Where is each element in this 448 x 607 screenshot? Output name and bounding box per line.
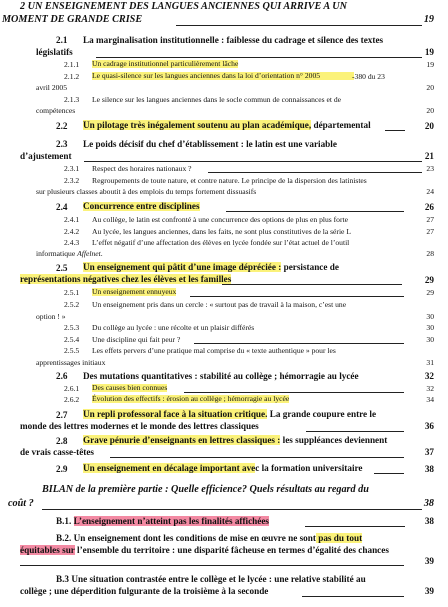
subsection-number: 2.5.1 xyxy=(64,288,80,297)
highlight: Un repli professoral face à la situation critique. xyxy=(83,409,268,419)
subsection-number: 2.4.3 xyxy=(64,238,80,247)
section-number: 2.4 xyxy=(56,202,68,212)
leader-line xyxy=(194,343,404,344)
subsection-title: Au collège, le latin est confronté à une concurrence des options de plus en plus forte xyxy=(92,215,348,224)
page-number: 27 xyxy=(426,227,434,236)
subsection-title: Un enseignement pris dans un cercle : « surtout pas de travail à la maison, c’est une xyxy=(92,300,347,309)
subsection-title: Un cadrage institutionnel particulièrement lâche xyxy=(92,59,239,68)
subsection-number: 2.1.1 xyxy=(64,60,80,69)
section-title xyxy=(83,263,339,272)
subsection-number: 2.4.2 xyxy=(64,227,80,236)
subsection-title-line2: compétences xyxy=(36,106,76,115)
highlight: Un pilotage très inégalement soutenu au plan académique, xyxy=(83,120,312,130)
page-number: 39 xyxy=(424,556,434,566)
section-number: B.1. xyxy=(56,516,72,526)
highlight: Un enseignement qui pâtit d’une image dépréciée : xyxy=(83,262,282,272)
highlight: Un enseignement en décalage important ave xyxy=(83,463,256,473)
subsection-title-line2 xyxy=(36,250,103,258)
leader-line xyxy=(110,457,404,458)
text-part-italic: Affelnet xyxy=(77,249,101,258)
subsection-number: 2.1.3 xyxy=(64,95,80,104)
leader-line xyxy=(84,161,422,162)
page-number: 34 xyxy=(426,395,434,404)
section-title-line2: législatifs xyxy=(36,47,73,57)
section-number: B.3 xyxy=(56,574,70,584)
section-title xyxy=(56,517,269,526)
page-number: 19 xyxy=(423,14,434,25)
subsection-title: Les effets pervers d’une pratique mal comprise du « texte authentique » pour les xyxy=(92,346,336,355)
section-number: 2.6 xyxy=(56,371,68,381)
page-number: 20 xyxy=(426,83,434,92)
page-number: 32 xyxy=(424,371,434,381)
page-number: 20 xyxy=(424,121,434,131)
leader-line xyxy=(20,565,404,566)
section-title xyxy=(83,436,387,445)
section-title-line2: monde des lettres modernes et le monde des lettres classiques xyxy=(20,421,259,431)
page-number: 19 xyxy=(424,47,434,57)
highlight: équitables sur xyxy=(20,545,75,555)
leader-line xyxy=(208,172,422,173)
page-number: 27 xyxy=(426,215,434,224)
leader-line xyxy=(222,284,402,285)
page-number: 29 xyxy=(424,275,434,285)
subsection-title: Une discipline qui fait peur ? xyxy=(92,335,181,344)
subsection-title: Au lycée, les langues anciennes, dans les faits, ne sont plus constitutives de la série L xyxy=(92,227,351,236)
page-number: 38 xyxy=(423,498,434,509)
leader-line xyxy=(385,130,405,131)
subsection-title: Des causes bien connues xyxy=(92,383,168,392)
page-number: 37 xyxy=(424,447,434,457)
page-number: 21 xyxy=(424,151,434,161)
subsection-title: Respect des horaires nationaux ? xyxy=(92,164,192,173)
section-title-rest: c la formation universitaire xyxy=(255,463,363,473)
section-title xyxy=(56,575,366,584)
page-number: 20 xyxy=(426,106,434,115)
highlight: pas du tout xyxy=(315,533,363,543)
page-number: 23 xyxy=(426,164,434,173)
subsection-title: Le quasi-silence sur les langues anciennes dans la loi d’orientation n° 2005 xyxy=(92,72,354,80)
section-title-line2: d’ajustement xyxy=(20,151,72,161)
leader-line xyxy=(176,25,422,26)
section-title-rest: les suppléances deviennent xyxy=(280,435,388,445)
page-number: 36 xyxy=(424,421,434,431)
subsection-title-line2: apprentissages initiaux xyxy=(36,358,106,367)
leader-line xyxy=(96,57,422,58)
section-title-part: Un enseignement dont les conditions de mise en œuvre ne sont xyxy=(71,533,316,543)
page-number: 19 xyxy=(426,60,434,69)
page-number: 38 xyxy=(424,464,434,474)
page-number: 29 xyxy=(426,288,434,297)
text-part: . xyxy=(100,249,103,258)
section-title: La marginalisation institutionnelle : faiblesse du cadrage et silence des textes xyxy=(83,35,384,45)
page-number: 24 xyxy=(426,187,434,196)
subsection-title-line2: option ! » xyxy=(36,312,66,321)
subsection-number: 2.6.1 xyxy=(64,384,80,393)
section-number: 2.2 xyxy=(56,121,68,131)
subsection-number: 2.6.2 xyxy=(64,395,80,404)
section-title xyxy=(56,534,362,543)
section-title-rest: départemental xyxy=(311,120,371,130)
subsection-title: Évolution des effectifs : érosion au collège ; hémorragie au lycée xyxy=(92,394,290,403)
section-title-line2 xyxy=(20,275,231,284)
section-number: 2.7 xyxy=(56,410,68,420)
part-title: 2 UN ENSEIGNEMENT DES LANGUES ANCIENNES QUI ARRIVE A UN xyxy=(20,1,347,12)
section-title-rest: persistance de xyxy=(281,262,339,272)
part-title-line2: MOMENT DE GRANDE CRISE xyxy=(2,14,143,25)
highlight: L’enseignement n’atteint pas les finalités affichées xyxy=(73,516,270,526)
section-title-line2: de vrais casse-têtes xyxy=(20,447,94,457)
section-title: Des mutations quantitatives : stabilité au collège ; hémorragie au lycée xyxy=(83,371,359,381)
page-number: 30 xyxy=(426,323,434,332)
section-title-rest: l’ensemble du territoire : une disparité fâcheuse en termes d’égalité des chances xyxy=(74,545,389,555)
section-number: 2.9 xyxy=(56,464,68,474)
leader-line xyxy=(374,473,404,474)
section-number: B.2. xyxy=(56,533,72,543)
subsection-number: 2.4.1 xyxy=(64,215,80,224)
section-number: 2.5 xyxy=(56,263,68,273)
subsection-title: L’effet négatif d’une affectation des élèves en lycée fondée sur l’état actuel de l’outil xyxy=(92,238,350,247)
leader-line xyxy=(306,431,404,432)
subsection-title: Regroupements de toute nature, et contre nature. Le principe de la dispersion des latinistes xyxy=(92,176,367,185)
page-number: 30 xyxy=(426,335,434,344)
page-number: 38 xyxy=(424,516,434,526)
leader-line xyxy=(305,526,405,527)
page-number: 26 xyxy=(424,202,434,212)
section-number: 2.3 xyxy=(56,139,68,149)
leader-line xyxy=(226,211,404,212)
page-number: 28 xyxy=(426,249,434,258)
subsection-title-line2: avril 2005 xyxy=(36,83,68,92)
subsection-title-end: -380 du 23 xyxy=(352,72,385,81)
leader-line xyxy=(302,596,404,597)
subsection-number: 2.3.2 xyxy=(64,176,80,185)
subsection-title: Du collège au lycée : une récolte et un plaisir différés xyxy=(92,323,255,332)
section-title xyxy=(83,464,363,473)
leader-line xyxy=(184,392,404,393)
leader-line xyxy=(42,509,422,510)
subsection-number: 2.1.2 xyxy=(64,72,80,81)
text-part: informatique xyxy=(36,249,78,258)
subsection-number: 2.5.3 xyxy=(64,323,80,332)
page-number: 31 xyxy=(426,358,434,367)
section-title xyxy=(83,121,371,130)
subsection-title: Le silence sur les langues anciennes dans le socle commun de connaissances et de xyxy=(92,95,342,104)
section-number: 2.8 xyxy=(56,436,68,446)
section-title-rest: La grande coupure entre le xyxy=(267,409,377,419)
section-number: 2.1 xyxy=(56,35,68,45)
highlight: représentations négatives chez les élèves et les familles xyxy=(20,274,232,284)
section-title: Concurrence entre disciplines xyxy=(83,201,200,211)
subsection-number: 2.5.2 xyxy=(64,300,80,309)
bilan-title-line2: coût ? xyxy=(8,498,34,509)
subsection-number: 2.3.1 xyxy=(64,164,80,173)
page-number: 32 xyxy=(426,384,434,393)
highlight: Grave pénurie d’enseignants en lettres classiques : xyxy=(83,435,281,445)
bilan-title: BILAN de la première partie : Quelle efficience? Quels résultats au regard du xyxy=(42,484,369,495)
section-title xyxy=(83,410,376,419)
leader-line xyxy=(190,296,404,297)
subsection-title: Un enseignement ennuyeux xyxy=(92,287,177,296)
page-number: 39 xyxy=(424,586,434,596)
subsection-number: 2.5.4 xyxy=(64,335,80,344)
section-title-line2 xyxy=(20,546,389,555)
section-title: Le poids décisif du chef d’établissement : le latin est une variable xyxy=(83,139,337,149)
section-title-line2: collège ; une déperdition fulgurante de la troisième à la seconde xyxy=(20,586,269,596)
page-number: 30 xyxy=(426,312,434,321)
section-title-part: Une situation contrastée entre le collège et le lycée : une relative stabilité au xyxy=(69,574,366,584)
subsection-number: 2.5.5 xyxy=(64,346,80,355)
subsection-title-line2: sur plusieurs classes aboutit à des emplois du temps fortement dissuasifs xyxy=(36,187,257,196)
